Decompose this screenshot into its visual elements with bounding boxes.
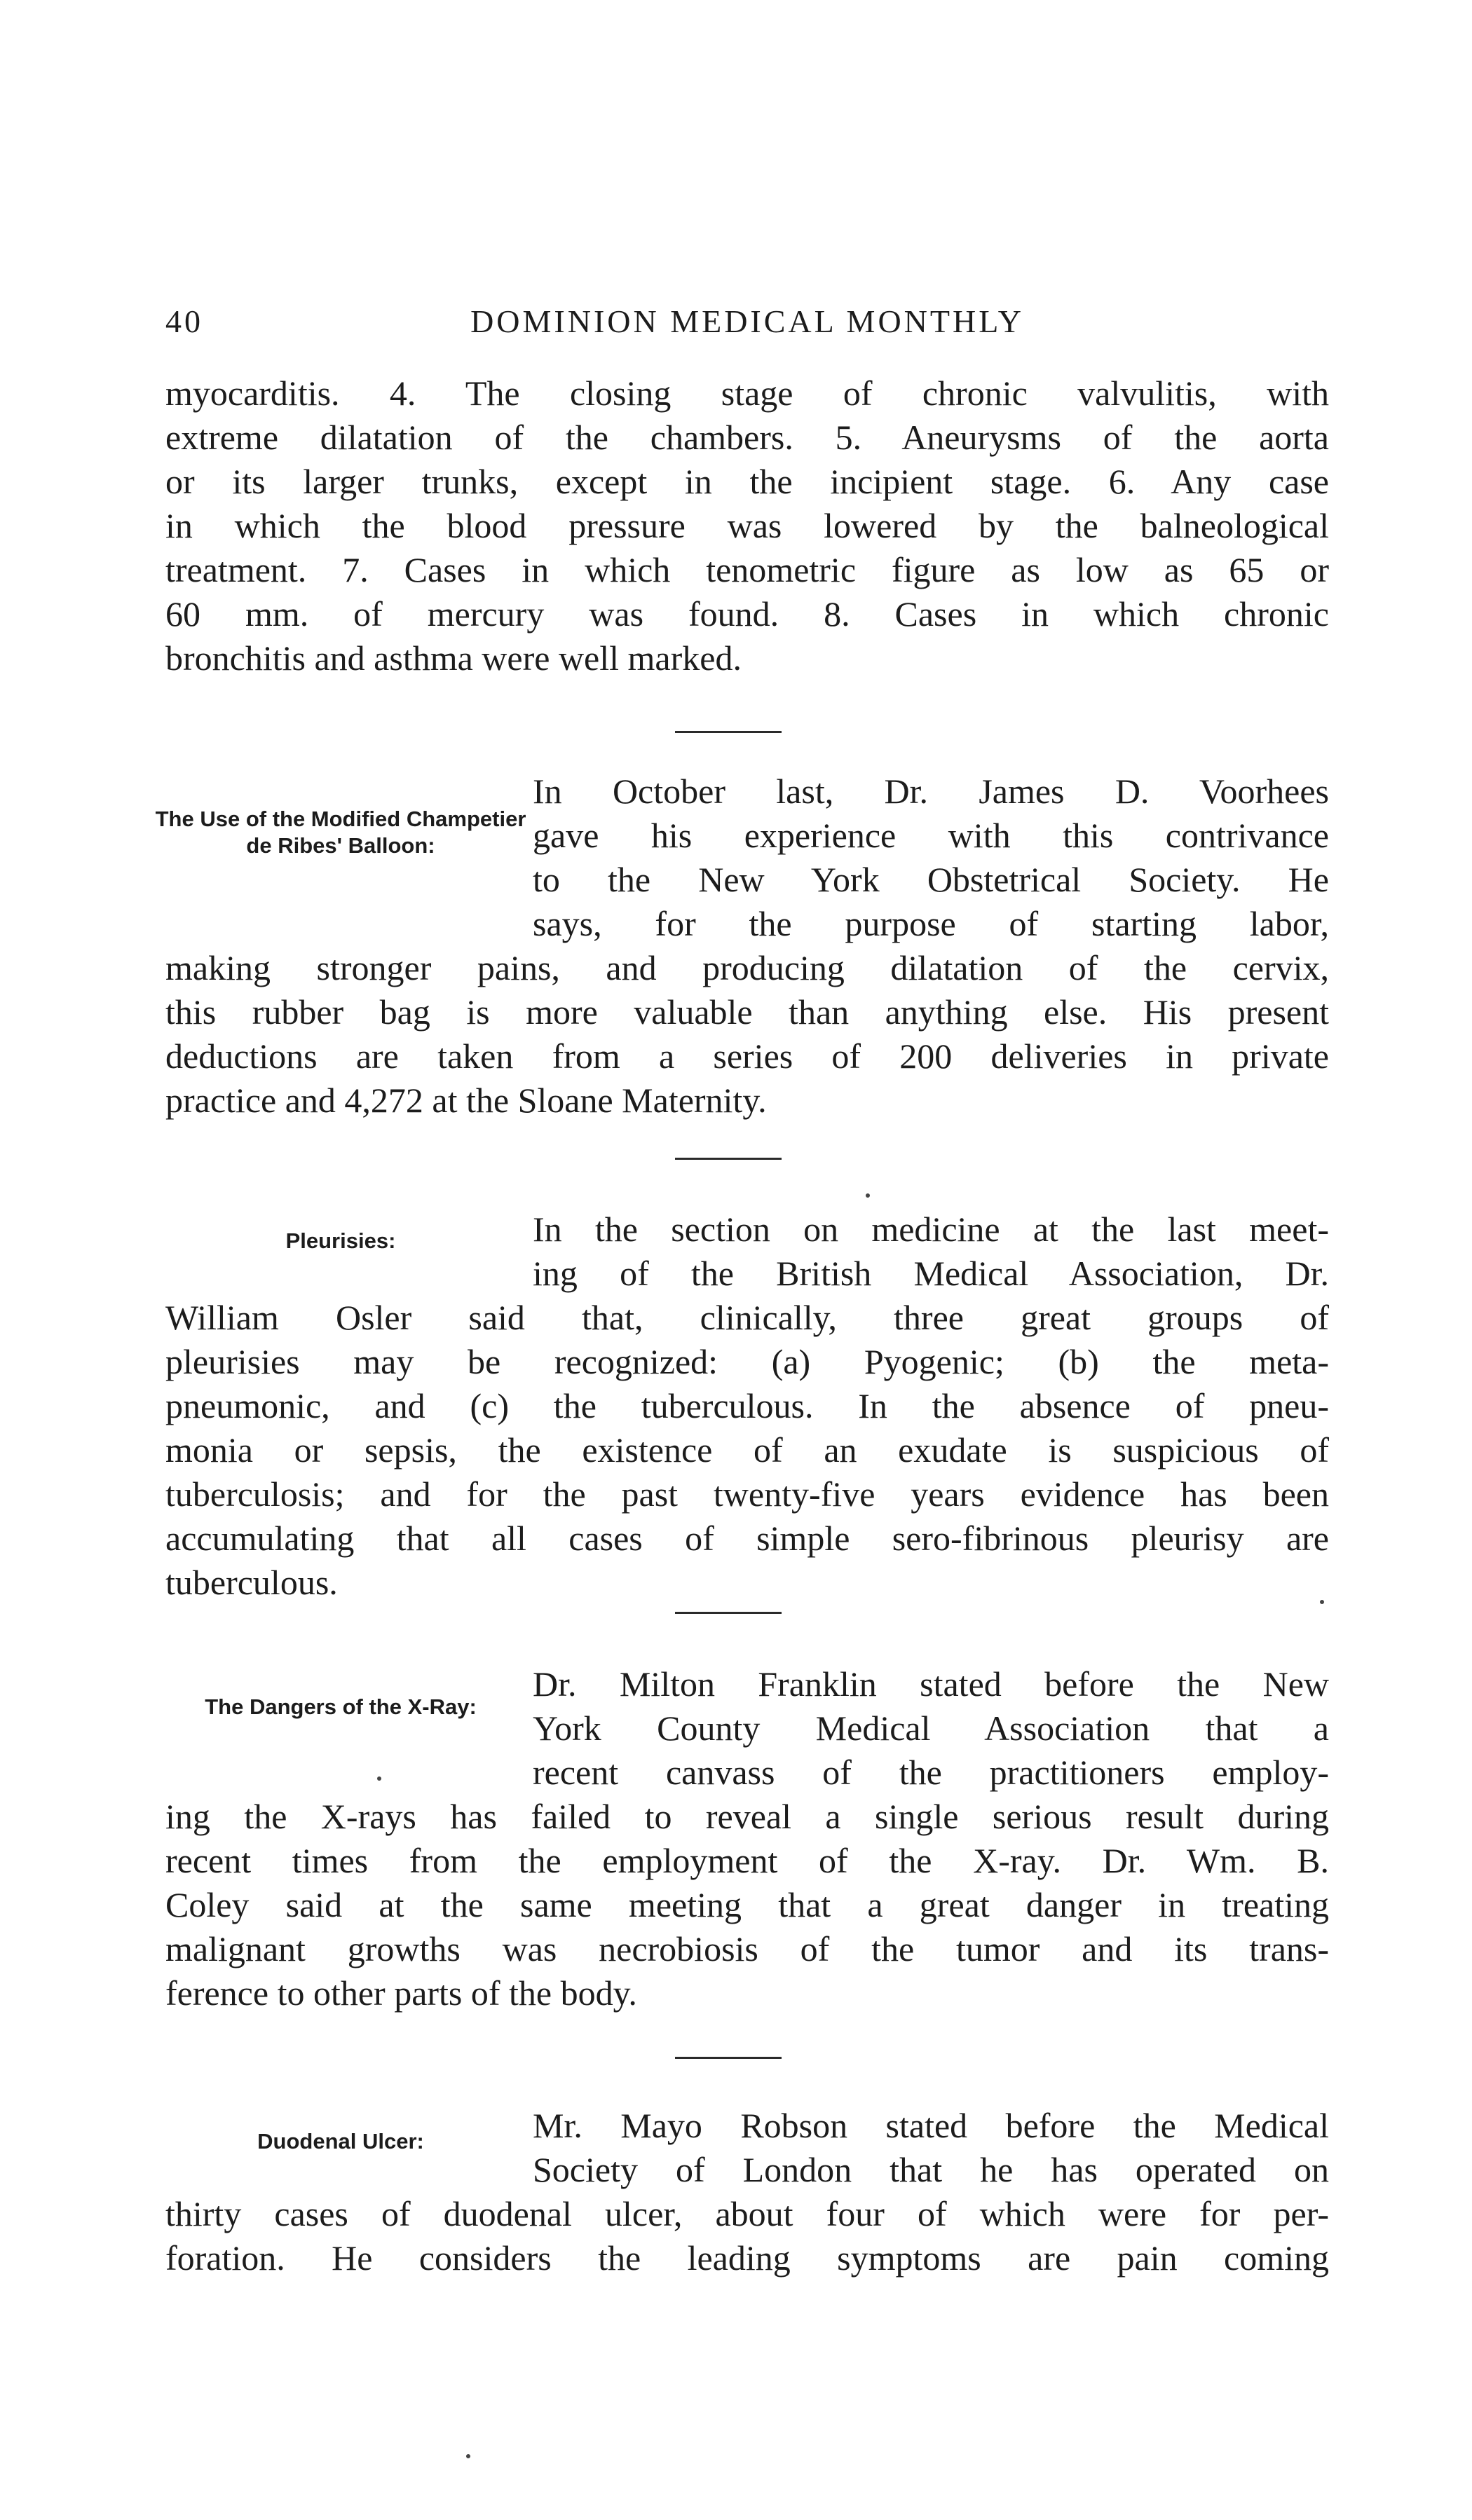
- section-divider: [675, 731, 782, 733]
- section-divider: [675, 1158, 782, 1160]
- text-line: gave his experience with this contrivance: [533, 816, 1329, 855]
- text-line: in which the blood pressure was lowered by the balneological: [165, 506, 1329, 545]
- sidenote-pleurisies: Pleurisies:: [285, 1228, 396, 1253]
- text-line: this rubber bag is more valuable than anything else. His present: [165, 992, 1329, 1032]
- text-line: making stronger pains, and producing dilatation of the cervix,: [165, 948, 1329, 987]
- scan-speck: [466, 2454, 470, 2458]
- scan-speck: [866, 1193, 870, 1198]
- text-line: Dr. Milton Franklin stated before the New: [533, 1664, 1329, 1704]
- text-line: recent canvass of the practitioners employ-: [533, 1753, 1329, 1792]
- text-line: says, for the purpose of starting labor,: [533, 904, 1329, 943]
- text-line: extreme dilatation of the chambers. 5. Aneurysms of the aorta: [165, 418, 1329, 457]
- text-line: tuberculosis; and for the past twenty-five years evidence has been: [165, 1474, 1329, 1514]
- text-line: recent times from the employment of the X-ray. Dr. Wm. B.: [165, 1841, 1329, 1880]
- section-4-body: [165, 2192, 1329, 2280]
- text-line: accumulating that all cases of simple sero-fibrinous pleurisy are: [165, 1519, 1329, 1558]
- scan-speck: [377, 1776, 381, 1781]
- intro-paragraph: [165, 371, 1329, 680]
- text-line: Mr. Mayo Robson stated before the Medical: [533, 2106, 1329, 2145]
- text-line: deductions are taken from a series of 200 deliveries in private: [165, 1036, 1329, 1076]
- section-3-indented-text: [533, 1662, 1329, 1795]
- text-line: or its larger trunks, except in the incipient stage. 6. Any case: [165, 462, 1329, 501]
- section-2-indented-text: [533, 1207, 1329, 1296]
- sidenote-duodenal-ulcer: Duodenal Ulcer:: [257, 2129, 424, 2153]
- scan-speck: [1320, 1600, 1324, 1604]
- text-line: myocarditis. 4. The closing stage of chronic valvulitis, with: [165, 374, 1329, 413]
- text-line: Coley said at the same meeting that a great danger in treating: [165, 1885, 1329, 1924]
- text-line: malignant growths was necrobiosis of the tumor and its trans-: [165, 1929, 1329, 1968]
- text-line: In the section on medicine at the last meet-: [533, 1210, 1329, 1249]
- sidenote-champetier-balloon: The Use of the Modified Champetier de Ribes' Balloon:: [155, 807, 526, 858]
- section-2-body: [165, 1296, 1329, 1605]
- journal-title: DOMINION MEDICAL MONTHLY: [470, 303, 1024, 339]
- text-line: Society of London that he has operated on: [533, 2150, 1329, 2189]
- text-line: treatment. 7. Cases in which tenometric figure as low as 65 or: [165, 550, 1329, 589]
- text-line: York County Medical Association that a: [533, 1708, 1329, 1748]
- text-line: pneumonic, and (c) the tuberculous. In the absence of pneu-: [165, 1386, 1329, 1425]
- text-line: ing the X-rays has failed to reveal a single serious result during: [165, 1797, 1329, 1836]
- running-head: [165, 303, 1329, 345]
- section-4-indented-text: [533, 2104, 1329, 2192]
- text-line: 60 mm. of mercury was found. 8. Cases in which chronic: [165, 594, 1329, 634]
- text-line: to the New York Obstetrical Society. He: [533, 860, 1329, 899]
- page-number: 40: [165, 303, 203, 339]
- text-line: ference to other parts of the body.: [165, 1973, 637, 2013]
- text-line: In October last, Dr. James D. Voorhees: [533, 772, 1329, 811]
- section-3-body: [165, 1795, 1329, 2015]
- text-line: thirty cases of duodenal ulcer, about four of which were for per-: [165, 2194, 1329, 2233]
- section-divider: [675, 2057, 782, 2059]
- text-line: monia or sepsis, the existence of an exudate is suspicious of: [165, 1430, 1329, 1470]
- text-line: ing of the British Medical Association, Dr.: [533, 1254, 1329, 1293]
- text-line: foration. He considers the leading symptoms are pain coming: [165, 2238, 1329, 2278]
- text-line: William Osler said that, clinically, three great groups of: [165, 1298, 1329, 1337]
- section-1-indented-text: [533, 769, 1329, 946]
- text-line: bronchitis and asthma were well marked.: [165, 638, 742, 678]
- text-line: pleurisies may be recognized: (a) Pyogenic; (b) the meta-: [165, 1342, 1329, 1381]
- sidenote-x-ray-dangers: The Dangers of the X-Ray:: [205, 1694, 477, 1719]
- section-divider: [675, 1612, 782, 1614]
- text-line: tuberculous.: [165, 1563, 338, 1602]
- section-1-body: [165, 946, 1329, 1123]
- text-line: practice and 4,272 at the Sloane Maternity.: [165, 1081, 767, 1120]
